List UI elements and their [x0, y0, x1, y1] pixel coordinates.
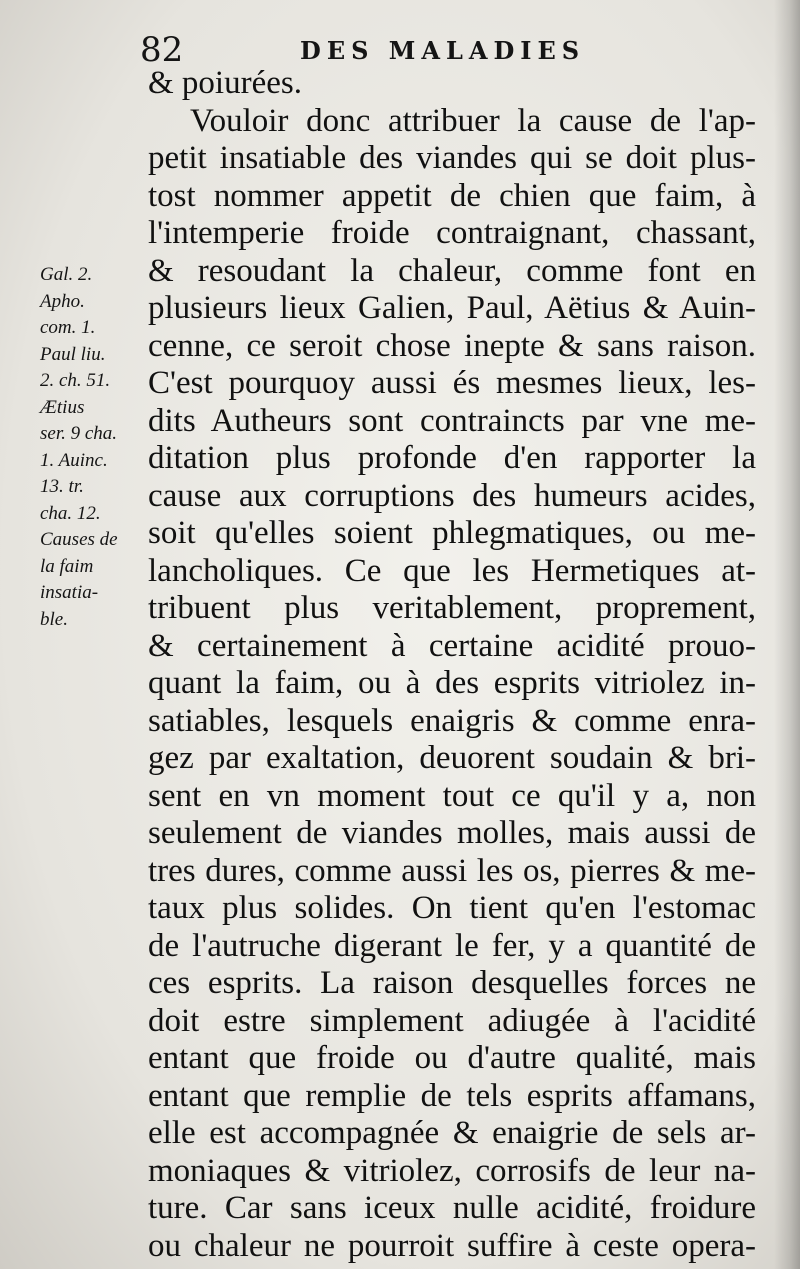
margin-notes [40, 262, 148, 633]
margin-note-line: insatia- [40, 582, 99, 603]
text-line: satiables, lesquels enaigris & comme enra- [148, 702, 756, 739]
text-line: & certainement à certaine acidité prouo- [148, 627, 756, 664]
text-line: cause aux corruptions des humeurs acides, [148, 477, 756, 514]
text-line: taux plus solides. On tient qu'en l'estomac [148, 890, 756, 926]
text-line: dits Autheurs sont contraincts par vne me- [148, 402, 756, 439]
margin-note-line: Paul liu. [40, 343, 106, 365]
margin-note-line: Gal. 2. [40, 264, 93, 285]
text-line: seulement de viandes molles, mais aussi de [148, 815, 756, 851]
text-line: de l'autruche digerant le fer, y a quantité de [148, 927, 756, 964]
gutter-shadow [774, 0, 800, 1269]
margin-note-line: Ætius [40, 396, 85, 418]
text-line: Vouloir donc attribuer la cause de l'ap- [190, 102, 756, 139]
text-line: plusieurs lieux Galien, Paul, Aëtius & Auin- [148, 290, 756, 326]
text-line: entant que remplie de tels esprits affamans, [148, 1077, 756, 1114]
text-line: moniaques & vitriolez, corrosifs de leur na- [148, 1152, 756, 1189]
margin-note-line: com. 1. [40, 317, 96, 338]
running-title: DES MALADIES [300, 36, 586, 65]
margin-note-line: 13. tr. [40, 476, 84, 497]
text-line: lancholiques. Ce que les Hermetiques at- [148, 552, 756, 589]
margin-note-line: Causes de [40, 529, 118, 550]
text-line: tost nommer appetit de chien que faim, à [148, 177, 756, 214]
text-line: & poiurées. [148, 65, 302, 101]
margin-note-line: la faim [40, 555, 94, 577]
text-line: l'intemperie froide contraignant, chassant, [148, 215, 756, 251]
text-line: ou chaleur ne pourroit suffire à ceste opera- [148, 1227, 756, 1264]
text-line: ces esprits. La raison desquelles forces ne [148, 965, 756, 1001]
margin-note-line: ser. 9 cha. [40, 423, 118, 444]
text-line: & resoudant la chaleur, comme font en [148, 252, 756, 289]
margin-note-line: 1. Auinc. [40, 449, 108, 471]
text-line: cenne, ce seroit chose inepte & sans raison. [148, 327, 756, 364]
text-line: entant que froide ou d'autre qualité, mais [148, 1040, 756, 1076]
margin-note-line: Apho. [40, 290, 85, 312]
text-line: gez par exaltation, deuorent soudain & bri- [148, 740, 756, 776]
text-line: doit estre simplement adiugée à l'acidité [148, 1002, 756, 1039]
margin-note-line: ble. [40, 608, 68, 630]
text-line: tres dures, comme aussi les os, pierres & me- [148, 852, 756, 889]
margin-note-line: cha. 12. [40, 502, 101, 524]
margin-note-line: 2. ch. 51. [40, 370, 111, 391]
text-line: soit qu'elles soient phlegmatiques, ou me- [148, 515, 756, 551]
text-line: elle est accompagnée & enaigrie de sels ar- [148, 1115, 756, 1151]
text-line: ditation plus profonde d'en rapporter la [148, 440, 756, 476]
text-line: C'est pourquoy aussi és mesmes lieux, les- [148, 365, 756, 401]
text-line: sent en vn moment tout ce qu'il y a, non [148, 777, 756, 814]
body-text [148, 65, 756, 1265]
text-line: tribuent plus veritablement, proprement, [148, 590, 756, 626]
text-line: ture. Car sans iceux nulle acidité, froidure [148, 1190, 756, 1226]
page-number: 82 [140, 30, 184, 70]
text-line: petit insatiable des viandes qui se doit plus- [148, 140, 756, 176]
text-line: quant la faim, ou à des esprits vitriolez in- [148, 665, 756, 701]
